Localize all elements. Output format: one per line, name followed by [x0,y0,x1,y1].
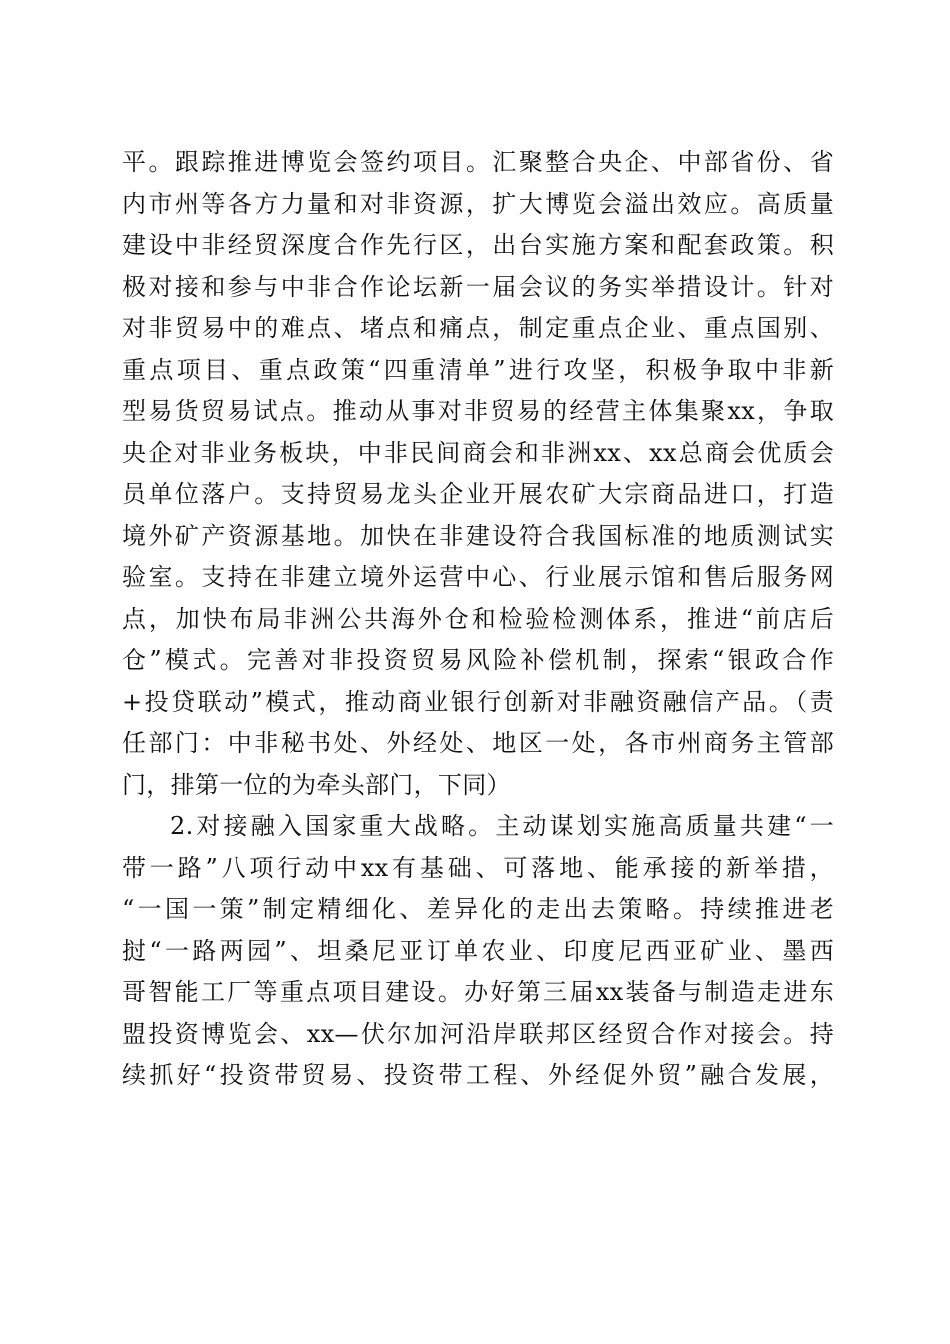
paragraph-line: 验室。支持在非建立境外运营中心、行业展示馆和售后服务网 [122,563,834,591]
paragraph-line: 2.对接融入国家重大战略。主动谋划实施高质量共建“一 [170,812,834,840]
paragraph-line: 仓”模式。完善对非投资贸易风险补偿机制，探索“银政合作 [122,646,834,674]
paragraph-line: 平。跟踪推进博览会签约项目。汇聚整合央企、中部省份、省 [122,148,834,176]
paragraph-line: 点，加快布局非洲公共海外仓和检验检测体系，推进“前店后 [122,604,834,633]
paragraph-line: 续抓好“投资带贸易、投资带工程、外经促外贸”融合发展， [122,1061,834,1089]
paragraph-line: 门，排第一位的为牵头部门，下同） [122,770,511,799]
document-body [122,142,834,1097]
paragraph-line: 境外矿产资源基地。加快在非建设符合我国标准的地质测试实 [122,521,834,550]
paragraph-line: 任部门：中非秘书处、外经处、地区一处，各市州商务主管部 [122,729,834,757]
paragraph-2 [122,806,834,1097]
paragraph-line: 重点项目、重点政策“四重清单”进行攻坚，积极争取中非新 [122,355,834,384]
paragraph-line: 哥智能工厂等重点项目建设。办好第三届xx装备与制造走进东 [122,978,834,1006]
paragraph-line: 对非贸易中的难点、堵点和痛点，制定重点企业、重点国别、 [122,314,834,342]
paragraph-line: 带一路”八项行动中xx有基础、可落地、能承接的新举措， [122,853,834,882]
paragraph-line: 挝“一路两园”、坦桑尼亚订单农业、印度尼西亚矿业、墨西 [122,936,834,965]
paragraph-line: “一国一策”制定精细化、差异化的走出去策略。持续推进老 [122,895,834,923]
paragraph-line: 建设中非经贸深度合作先行区，出台实施方案和配套政策。积 [122,231,834,259]
paragraph-1 [122,142,834,806]
paragraph-line: 内市州等各方力量和对非资源，扩大博览会溢出效应。高质量 [122,189,834,218]
paragraph-line: 盟投资博览会、xx—伏尔加河沿岸联邦区经贸合作对接会。持 [122,1019,834,1048]
paragraph-line: 极对接和参与中非合作论坛新一届会议的务实举措设计。针对 [122,272,834,301]
paragraph-line: 央企对非业务板块，中非民间商会和非洲xx、xx总商会优质会 [122,438,834,467]
paragraph-line: 员单位落户。支持贸易龙头企业开展农矿大宗商品进口，打造 [122,480,834,508]
paragraph-line: +投贷联动”模式，推动商业银行创新对非融资融信产品。（责 [122,687,834,716]
paragraph-line: 型易货贸易试点。推动从事对非贸易的经营主体集聚xx，争取 [122,397,834,425]
